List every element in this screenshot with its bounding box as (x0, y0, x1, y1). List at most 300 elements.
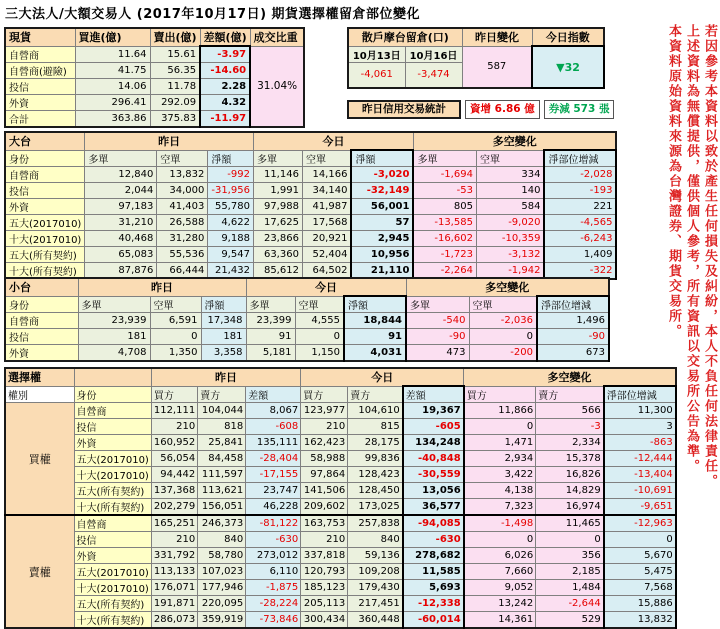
column-header: 差額 (246, 386, 301, 403)
group-header: 多空變化 (464, 368, 676, 386)
group-header: 今日 (253, 132, 413, 150)
value-cell: 179,430 (348, 580, 403, 596)
identity-cell: 自營商(避險) (5, 62, 75, 78)
value-cell: 14,829 (536, 483, 604, 499)
value-cell: 134,248 (403, 435, 464, 451)
value-cell: 331,792 (151, 548, 197, 564)
table-row (5, 231, 616, 247)
identity-cell: 五大(2017010) (74, 451, 151, 467)
value-cell: 63,360 (253, 247, 302, 263)
value-cell: 185,123 (301, 580, 348, 596)
column-header: 多單 (413, 150, 476, 167)
table-title: 選擇權 (5, 368, 74, 386)
identity-cell: 五大(所有契約) (74, 596, 151, 612)
value-cell: -3,474 (405, 62, 462, 88)
value-cell: 14.06 (75, 78, 150, 94)
value-cell: 2,334 (536, 435, 604, 451)
value-cell: -2,644 (536, 596, 604, 612)
value-cell: 840 (198, 532, 246, 548)
value-cell: -4,565 (544, 215, 616, 231)
value-cell: 210 (151, 532, 197, 548)
column-header: 空單 (295, 296, 344, 313)
value-cell: 4,138 (464, 483, 536, 499)
identity-cell: 合計 (5, 110, 75, 127)
value-cell: 584 (476, 199, 544, 215)
column-header: 空單 (302, 150, 351, 167)
column-header: 成交比重 (250, 28, 304, 46)
value-cell: 3,422 (464, 467, 536, 483)
column-header: 身份 (5, 296, 78, 313)
value-cell: 356 (536, 548, 604, 564)
value-cell: -1,694 (413, 167, 476, 183)
value-cell: 273,012 (246, 548, 301, 564)
value-cell: -13,585 (413, 215, 476, 231)
group-header: 昨日 (85, 132, 254, 150)
identity-cell: 十大(所有契約) (74, 499, 151, 516)
value-cell: 334 (476, 167, 544, 183)
table-row (5, 515, 676, 532)
value-cell: -9,020 (476, 215, 544, 231)
value-cell: -12,338 (403, 596, 464, 612)
value-cell: 41,987 (302, 199, 351, 215)
identity-cell: 五大(2017010) (74, 564, 151, 580)
column-header: 淨部位增減 (544, 150, 616, 167)
identity-cell: 外資 (74, 435, 151, 451)
column-header: 淨額 (208, 150, 254, 167)
column-header: 買進(億) (75, 28, 150, 46)
identity-cell: 外資 (5, 199, 85, 215)
table-row (5, 167, 616, 183)
disclaimer-line: 若因參考本資料以致於產生任何損失及糾紛，本人不負任何法律責任。 (702, 24, 717, 489)
disclaimer-line: 本資料原始資料來源為台灣證券、期貨交易所。 (666, 24, 681, 339)
value-cell: 57 (351, 215, 413, 231)
value-cell: 17,348 (201, 313, 246, 329)
value-cell: -30,559 (403, 467, 464, 483)
group-header: 今日 (246, 278, 406, 296)
value-cell: -40,848 (403, 451, 464, 467)
identity-cell: 投信 (74, 419, 151, 435)
value-cell: 805 (413, 199, 476, 215)
value-cell: -1,498 (464, 515, 536, 532)
value-cell: 0 (464, 532, 536, 548)
value-cell: -992 (208, 167, 254, 183)
value-cell: 473 (406, 345, 469, 362)
value-cell: -3,132 (476, 247, 544, 263)
value-cell: 36,577 (403, 499, 464, 516)
value-cell: 0 (536, 532, 604, 548)
column-header: 淨部位增減 (537, 296, 609, 313)
value-cell: 5,670 (604, 548, 676, 564)
value-cell: 2,185 (536, 564, 604, 580)
margin-stats-row (347, 100, 614, 119)
value-cell: -3.97 (200, 46, 250, 62)
yesterday-change-cell: 587 (462, 46, 532, 88)
value-cell: -14.60 (200, 62, 250, 78)
value-cell: -2,028 (544, 167, 616, 183)
value-cell: 56,001 (351, 199, 413, 215)
value-cell: 221 (544, 199, 616, 215)
value-cell: 104,044 (198, 403, 246, 419)
table-row (5, 199, 616, 215)
options-table (4, 367, 677, 629)
value-cell: 163,753 (301, 515, 348, 532)
value-cell: 20,921 (302, 231, 351, 247)
value-cell: 109,208 (348, 564, 403, 580)
value-cell: -17,155 (246, 467, 301, 483)
value-cell: 113,621 (198, 483, 246, 499)
value-cell: 23,866 (253, 231, 302, 247)
table-row (5, 596, 676, 612)
value-cell: 0 (604, 532, 676, 548)
value-cell: 9,188 (208, 231, 254, 247)
identity-cell: 自營商 (74, 403, 151, 419)
retail-header-row (348, 28, 604, 46)
date-header: 10月13日 (348, 46, 405, 62)
value-cell: 1,409 (544, 247, 616, 263)
value-cell: -605 (403, 419, 464, 435)
value-cell: 9,052 (464, 580, 536, 596)
table-row (5, 612, 676, 629)
column-header: 差額(億) (200, 28, 250, 46)
blank-cell (74, 368, 151, 386)
value-cell: 14,361 (464, 612, 536, 629)
value-cell: 97,864 (301, 467, 348, 483)
value-cell: 11,300 (604, 403, 676, 419)
column-header: 多單 (246, 296, 295, 313)
value-cell: 46,228 (246, 499, 301, 516)
value-cell: 13,242 (464, 596, 536, 612)
value-cell: 3 (604, 419, 676, 435)
value-cell: 94,442 (151, 467, 197, 483)
group-header: 多空變化 (413, 132, 616, 150)
value-cell: -4,061 (348, 62, 405, 88)
spot-title: 現貨 (5, 28, 75, 46)
value-cell: -322 (544, 263, 616, 280)
value-cell: 173,025 (348, 499, 403, 516)
value-cell: 181 (78, 329, 150, 345)
value-cell: -3,020 (351, 167, 413, 183)
value-cell: 165,251 (151, 515, 197, 532)
column-header: 賣方 (348, 386, 403, 403)
value-cell: 55,780 (208, 199, 254, 215)
value-cell: -11.97 (200, 110, 250, 127)
value-cell: 360,448 (348, 612, 403, 629)
value-cell: 2,945 (351, 231, 413, 247)
group-header: 昨日 (151, 368, 300, 386)
value-cell: -13,404 (604, 467, 676, 483)
identity-cell: 十大(2017010) (5, 231, 85, 247)
value-cell: -60,014 (403, 612, 464, 629)
identity-cell: 五大(所有契約) (74, 483, 151, 499)
value-cell: 40,468 (85, 231, 157, 247)
value-cell: -863 (604, 435, 676, 451)
value-cell: 25,841 (198, 435, 246, 451)
value-cell: 56.35 (150, 62, 200, 78)
table-row (5, 451, 676, 467)
value-cell: 104,610 (348, 403, 403, 419)
value-cell: -630 (246, 532, 301, 548)
identity-cell: 五大(所有契約) (5, 247, 85, 263)
column-header: 淨部位增減 (604, 386, 676, 403)
value-cell: 13,832 (157, 167, 208, 183)
identity-cell: 投信 (5, 183, 85, 199)
value-cell: 7,323 (464, 499, 536, 516)
value-cell: 2,934 (464, 451, 536, 467)
value-cell: -2,264 (413, 263, 476, 280)
spot-header-row (5, 28, 304, 46)
identity-cell: 十大(所有契約) (74, 612, 151, 629)
value-cell: 31,210 (85, 215, 157, 231)
financing-increase: 資增 6.86 億 (465, 100, 540, 119)
value-cell: -94,085 (403, 515, 464, 532)
value-cell: 91 (344, 329, 406, 345)
value-cell: 11,585 (403, 564, 464, 580)
value-cell: 85,612 (253, 263, 302, 280)
short-sale-decrease: 券減 573 張 (544, 100, 615, 119)
value-cell: -200 (469, 345, 537, 362)
value-cell: 91 (246, 329, 295, 345)
value-cell: 4,031 (344, 345, 406, 362)
value-cell: 1,991 (253, 183, 302, 199)
column-header: 空單 (157, 150, 208, 167)
value-cell: -90 (537, 329, 609, 345)
value-cell: 375.83 (150, 110, 200, 127)
value-cell: 58,780 (198, 548, 246, 564)
value-cell: 31,280 (157, 231, 208, 247)
column-header: 淨額 (201, 296, 246, 313)
value-cell: 7,568 (604, 580, 676, 596)
retail-dates-row (348, 46, 604, 62)
table-row (5, 580, 676, 596)
value-cell: 13,832 (604, 612, 676, 629)
table-row (5, 532, 676, 548)
value-cell: 99,836 (348, 451, 403, 467)
value-cell: 217,451 (348, 596, 403, 612)
value-cell: 246,373 (198, 515, 246, 532)
value-cell: 66,444 (157, 263, 208, 280)
value-cell: -28,224 (246, 596, 301, 612)
option-type-cell: 買權 (5, 403, 74, 516)
value-cell: 34,000 (157, 183, 208, 199)
value-cell: 4.32 (200, 94, 250, 110)
value-cell: 16,826 (536, 467, 604, 483)
identity-cell: 外資 (5, 345, 78, 362)
value-cell: 1,350 (150, 345, 201, 362)
table-title: 大台 (5, 132, 85, 150)
column-header: 賣方 (198, 386, 246, 403)
table-row (5, 419, 676, 435)
value-cell: 286,073 (151, 612, 197, 629)
value-cell: -6,243 (544, 231, 616, 247)
value-cell: 529 (536, 612, 604, 629)
value-cell: 12,840 (85, 167, 157, 183)
identity-cell: 十大(2017010) (74, 467, 151, 483)
value-cell: 111,597 (198, 467, 246, 483)
value-cell: 56,054 (151, 451, 197, 467)
identity-cell: 自營商 (5, 313, 78, 329)
table-row (5, 247, 616, 263)
margin-stats-label: 昨日信用交易統計 (347, 100, 461, 119)
value-cell: 6,591 (150, 313, 201, 329)
value-cell: 13,056 (403, 483, 464, 499)
value-cell: -1,723 (413, 247, 476, 263)
value-cell: 1,484 (536, 580, 604, 596)
value-cell: 65,083 (85, 247, 157, 263)
value-cell: 4,622 (208, 215, 254, 231)
value-cell: 160,952 (151, 435, 197, 451)
value-cell: 156,051 (198, 499, 246, 516)
value-cell: 3,358 (201, 345, 246, 362)
value-cell: 28,175 (348, 435, 403, 451)
value-cell: 202,279 (151, 499, 197, 516)
value-cell: 9,547 (208, 247, 254, 263)
value-cell: -81,122 (246, 515, 301, 532)
value-cell: 191,871 (151, 596, 197, 612)
value-cell: 97,183 (85, 199, 157, 215)
page-title: 三大法人/大額交易人 (2017年10月17日) 期貨選擇權留倉部位變化 (5, 7, 421, 22)
value-cell: -90 (406, 329, 469, 345)
column-header: 身份 (5, 150, 85, 167)
column-header: 多單 (78, 296, 150, 313)
column-header: 昨日變化 (462, 28, 532, 46)
value-cell: 140 (476, 183, 544, 199)
value-cell: 15,886 (604, 596, 676, 612)
value-cell: 210 (301, 532, 348, 548)
value-cell: 21,110 (351, 263, 413, 280)
identity-cell: 十大(所有契約) (5, 263, 85, 280)
value-cell: 87,876 (85, 263, 157, 280)
value-cell: -3 (536, 419, 604, 435)
identity-cell: 五大(2017010) (5, 215, 85, 231)
value-cell: -10,691 (604, 483, 676, 499)
identity-cell: 投信 (5, 329, 78, 345)
value-cell: 11,465 (536, 515, 604, 532)
value-cell: 16,974 (536, 499, 604, 516)
value-cell: 128,423 (348, 467, 403, 483)
value-cell: 1,150 (295, 345, 344, 362)
group-header-row (5, 132, 616, 150)
value-cell: 210 (301, 419, 348, 435)
identity-cell: 自營商 (5, 167, 85, 183)
column-header: 買方 (464, 386, 536, 403)
value-cell: 23,399 (246, 313, 295, 329)
value-cell: -1,942 (476, 263, 544, 280)
group-header: 昨日 (78, 278, 246, 296)
value-cell: 137,368 (151, 483, 197, 499)
value-cell: -630 (403, 532, 464, 548)
column-header: 賣方 (536, 386, 604, 403)
volume-share-cell: 31.04% (250, 46, 304, 127)
value-cell: 26,588 (157, 215, 208, 231)
value-cell: 123,977 (301, 403, 348, 419)
value-cell: 17,568 (302, 215, 351, 231)
identity-cell: 自營商 (5, 46, 75, 62)
value-cell: 1,496 (537, 313, 609, 329)
value-cell: 210 (151, 419, 197, 435)
disclaimer-text (664, 24, 718, 602)
value-cell: 1,471 (464, 435, 536, 451)
value-cell: 4,708 (78, 345, 150, 362)
table-row (5, 564, 676, 580)
value-cell: 0 (464, 419, 536, 435)
value-cell: -31,956 (208, 183, 254, 199)
column-header: 身份 (74, 386, 151, 403)
value-cell: 41.75 (75, 62, 150, 78)
value-cell: 84,458 (198, 451, 246, 467)
value-cell: -73,846 (246, 612, 301, 629)
value-cell: 292.09 (150, 94, 200, 110)
value-cell: -193 (544, 183, 616, 199)
table-title: 小台 (5, 278, 78, 296)
table-row (5, 215, 616, 231)
value-cell: 59,136 (348, 548, 403, 564)
value-cell: 58,988 (301, 451, 348, 467)
value-cell: 296.41 (75, 94, 150, 110)
value-cell: 107,023 (198, 564, 246, 580)
value-cell: 359,919 (198, 612, 246, 629)
value-cell: 176,071 (151, 580, 197, 596)
value-cell: 11.78 (150, 78, 200, 94)
column-header: 淨額 (344, 296, 406, 313)
column-header: 差額 (403, 386, 464, 403)
value-cell: 566 (536, 403, 604, 419)
table-row (5, 183, 616, 199)
value-cell: 34,140 (302, 183, 351, 199)
value-cell: 5,475 (604, 564, 676, 580)
value-cell: 5,181 (246, 345, 295, 362)
value-cell: 815 (348, 419, 403, 435)
value-cell: 10,956 (351, 247, 413, 263)
table-row (5, 345, 609, 362)
value-cell: 0 (295, 329, 344, 345)
value-cell: 11,146 (253, 167, 302, 183)
identity-cell: 自營商 (74, 515, 151, 532)
value-cell: -53 (413, 183, 476, 199)
value-cell: 97,988 (253, 199, 302, 215)
value-cell: 818 (198, 419, 246, 435)
column-header-row (5, 386, 676, 403)
value-cell: 64,502 (302, 263, 351, 280)
value-cell: -12,444 (604, 451, 676, 467)
value-cell: -540 (406, 313, 469, 329)
value-cell: 673 (537, 345, 609, 362)
value-cell: -9,651 (604, 499, 676, 516)
column-header: 散戶摩台留倉(口) (348, 28, 462, 46)
column-header: 多單 (253, 150, 302, 167)
spot-table (4, 27, 305, 128)
disclaimer-line: 上述資料為無償提供，僅供個人參考，所有資訊以交易所公告為準。 (684, 24, 699, 474)
value-cell: 120,793 (301, 564, 348, 580)
value-cell: 128,450 (348, 483, 403, 499)
table-row (5, 435, 676, 451)
column-header: 淨額 (351, 150, 413, 167)
value-cell: 4,555 (295, 313, 344, 329)
value-cell: 205,113 (301, 596, 348, 612)
column-header: 權別 (5, 386, 74, 403)
value-cell: 19,367 (403, 403, 464, 419)
column-header: 空單 (150, 296, 201, 313)
identity-cell: 外資 (74, 548, 151, 564)
value-cell: 135,111 (246, 435, 301, 451)
group-header-row (5, 368, 676, 386)
value-cell: 337,818 (301, 548, 348, 564)
value-cell: 11,866 (464, 403, 536, 419)
value-cell: 6,026 (464, 548, 536, 564)
mtx-futures-table (4, 277, 610, 362)
table-row (5, 313, 609, 329)
column-header: 空單 (469, 296, 537, 313)
group-header: 多空變化 (406, 278, 609, 296)
